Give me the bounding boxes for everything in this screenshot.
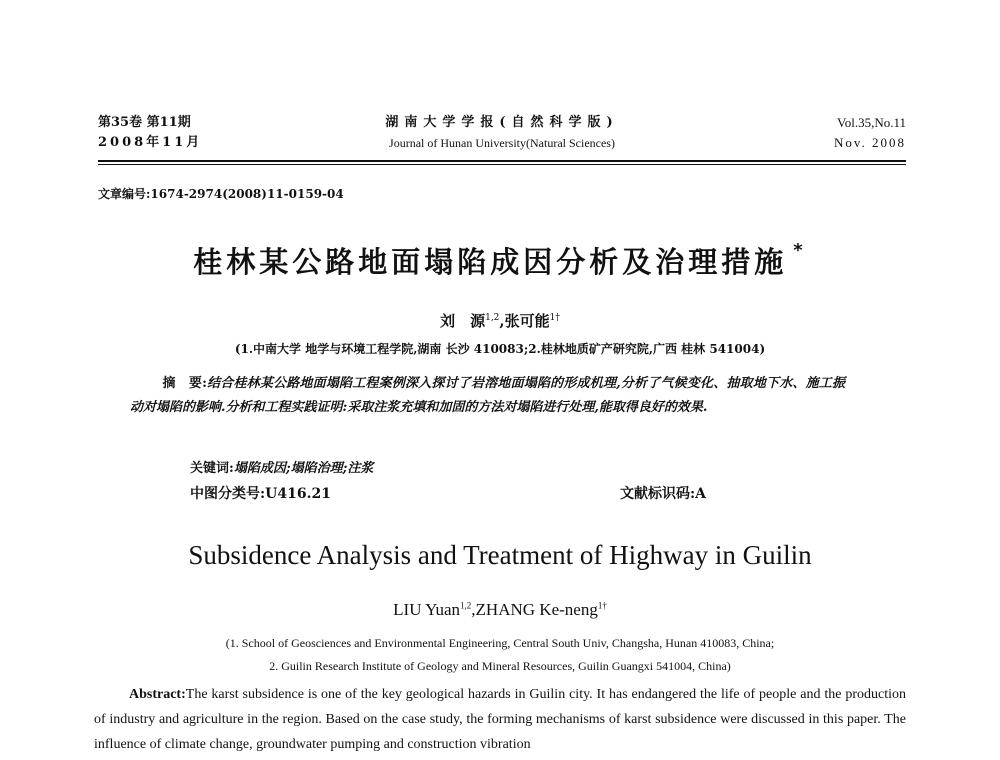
cn-keywords	[190, 457, 373, 476]
cn-author-2-sup: 1†	[549, 313, 560, 323]
header-volume-en: Vol.35,No.11	[837, 115, 906, 130]
cn-title-text: 桂林某公路地面塌陷成因分析及治理措施	[193, 245, 788, 279]
header-rule-thick	[98, 160, 906, 162]
cn-author-1-sup: 1,2	[485, 313, 500, 323]
journal-name-en: Journal of Hunan University(Natural Sciences)	[389, 136, 615, 150]
doc-code-value: A	[695, 486, 707, 502]
en-author-sep: ,	[471, 600, 476, 619]
cn-affiliation: (1.中南大学 地学与环境工程学院,湖南 长沙 410083;2.桂林地质矿产研究院,广西 桂林 541004)	[234, 342, 766, 356]
en-author-2-sup: 1†	[597, 600, 607, 611]
journal-header	[98, 113, 906, 157]
cn-title-footnote-mark: *	[793, 240, 807, 261]
header-volume: 第35卷 第11期	[98, 115, 191, 130]
header-vol-en	[834, 113, 906, 153]
cn-author-2: 张可能	[504, 312, 550, 330]
cn-abstract	[130, 372, 845, 420]
cn-author-1: 刘 源	[440, 312, 486, 330]
en-title: Subsidence Analysis and Treatment of Highway in Guilin	[188, 540, 812, 570]
doc-code-label: 文献标识码:	[620, 486, 696, 502]
cn-abstract-label: 摘 要:	[162, 376, 207, 391]
en-abstract-label: Abstract:	[129, 687, 186, 702]
document-code	[620, 483, 706, 503]
header-date-en: Nov. 2008	[833, 135, 906, 150]
en-abstract-text: The karst subsidence is one of the key geological hazards in Guilin city. It has endangered the life of people and the production of industry and agriculture in the region. Based on the case study, the forming mechanisms of karst subsidence were discussed in this paper. The influence of climate change, groundwater pumping and construction vibration	[94, 687, 906, 752]
header-rule-thin	[98, 164, 906, 165]
clc-value: U416.21	[265, 486, 331, 502]
en-abstract	[94, 682, 906, 757]
article-number: 文章编号:1674-2974(2008)11-0159-04	[98, 187, 344, 201]
clc-number	[190, 483, 331, 503]
en-affiliation-2: 2. Guilin Research Institute of Geology and Mineral Resources, Guilin Guangxi 541004, China)	[269, 659, 731, 673]
cn-keywords-text: 塌陷成因;塌陷治理;注浆	[233, 461, 374, 476]
header-journal-name	[98, 113, 906, 153]
cn-keywords-label: 关键词:	[190, 461, 234, 476]
cn-author-sep: ,	[499, 312, 505, 330]
en-authors	[0, 600, 1000, 620]
cn-title	[0, 240, 1000, 281]
en-author-2: ZHANG Ke-neng	[475, 600, 598, 619]
clc-label: 中图分类号:	[190, 486, 266, 502]
en-author-1: LIU Yuan	[393, 600, 461, 619]
en-affiliation-1: (1. School of Geosciences and Environmental Engineering, Central South Univ, Changsha, Hunan 410083, China;	[225, 636, 775, 650]
journal-name-cn: 湖南大学学报(自然科学版)	[385, 115, 619, 130]
header-date-cn: 2008年11月	[98, 135, 203, 150]
cn-abstract-text: 结合桂林某公路地面塌陷工程案例深入探讨了岩溶地面塌陷的形成机理,分析了气候变化、抽取地下水、施工振动对塌陷的影响.分析和工程实践证明:采取注浆充填和加固的方法对塌陷进行处理,能取得良好的效果.	[130, 376, 845, 415]
cn-authors	[0, 310, 1000, 331]
en-author-1-sup: 1,2	[460, 600, 472, 611]
